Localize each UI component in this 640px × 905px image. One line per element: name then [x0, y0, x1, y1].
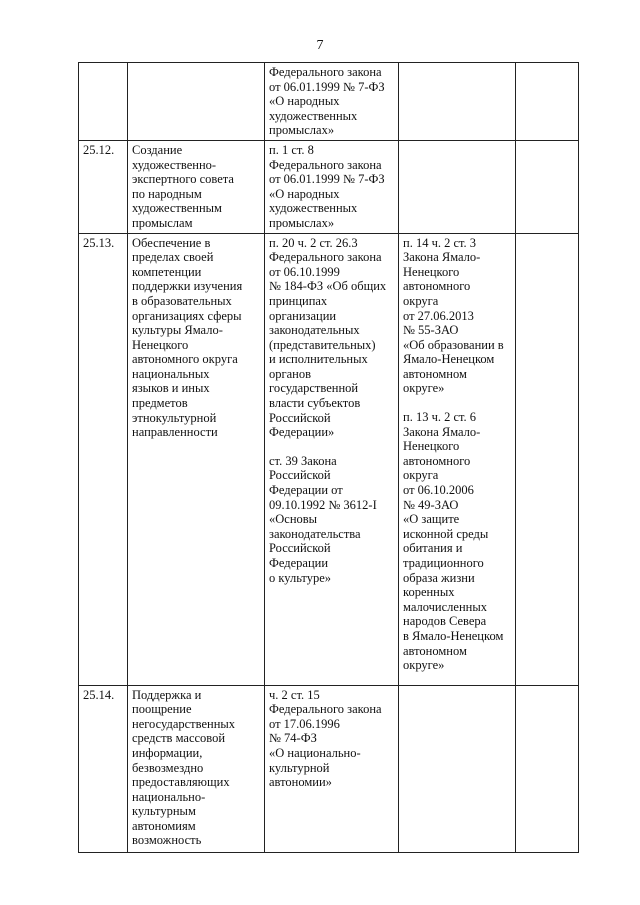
row-number-cell — [79, 233, 128, 685]
row-number-cell — [79, 63, 128, 141]
activity-text: Создание художественно- экспертного совета по народным художественным промыслам — [132, 142, 234, 230]
federal-law-text: ч. 2 ст. 15 Федерального закона от 17.06.1996 № 74-ФЗ «О национально- культурной автономии» — [269, 687, 382, 790]
regional-law-cell — [399, 140, 516, 233]
federal-law-cell — [265, 63, 399, 141]
empty-cell — [516, 233, 579, 685]
empty-cell — [516, 685, 579, 852]
empty-cell — [516, 140, 579, 233]
activity-cell — [128, 63, 265, 141]
regional-law-text: п. 13 ч. 2 ст. 6 Закона Ямало- Ненецкого автономного округа от 06.10.2006 № 49-ЗАО «О защите исконной среды обитания и традиционного образа жизни коренных малочисленных народов Севера в Ямало-Ненецком автономном округе» — [403, 410, 504, 673]
regional-law-cell — [399, 233, 516, 685]
page-number: 7 — [316, 38, 324, 53]
legal-basis-table — [78, 62, 579, 853]
federal-law-cell — [265, 140, 399, 233]
table-row — [79, 685, 579, 852]
empty-cell — [516, 63, 579, 141]
table-row — [79, 63, 579, 141]
activity-text: Поддержка и поощрение негосударственных средств массовой информации, безвозмездно предоставляющих национально- культурным автономиям возможность — [132, 687, 236, 848]
federal-law-text: ст. 39 Закона Российской Федерации от 09.10.1992 № 3612-I «Основы законодательства Российской Федерации о культуре» — [269, 453, 377, 585]
regional-law-cell — [399, 685, 516, 852]
federal-law-text: п. 1 ст. 8 Федерального закона от 06.01.1999 № 7-ФЗ «О народных художественных промыслах» — [269, 142, 385, 230]
row-number-cell — [79, 140, 128, 233]
table-row — [79, 233, 579, 685]
regional-law-text: п. 14 ч. 2 ст. 3 Закона Ямало- Ненецкого автономного округа от 27.06.2013 № 55-ЗАО «Об образовании в Ямало-Ненецком автономном округе» — [403, 235, 504, 396]
activity-cell — [128, 140, 265, 233]
activity-cell — [128, 233, 265, 685]
regional-law-cell — [399, 63, 516, 141]
activity-cell — [128, 685, 265, 852]
row-number: 25.13. — [83, 235, 115, 250]
federal-law-text: п. 20 ч. 2 ст. 26.3 Федерального закона от 06.10.1999 № 184-ФЗ «Об общих принципах организации законодательных (представительных) и исполнительных органов государственной власти субъектов Российской Федерации» — [269, 235, 387, 440]
federal-law-cell — [265, 233, 399, 685]
federal-law-text: Федерального закона от 06.01.1999 № 7-ФЗ «О народных художественных промыслах» — [269, 65, 385, 138]
table-row — [79, 140, 579, 233]
row-number: 25.14. — [83, 687, 115, 702]
federal-law-cell — [265, 685, 399, 852]
row-number: 25.12. — [83, 142, 115, 157]
activity-text: Обеспечение в пределах своей компетенции поддержки изучения в образовательных организациях сферы культуры Ямало- Ненецкого автономного округа национальных языков и иных предметов этнокультурной направленности — [132, 235, 243, 440]
row-number-cell — [79, 685, 128, 852]
